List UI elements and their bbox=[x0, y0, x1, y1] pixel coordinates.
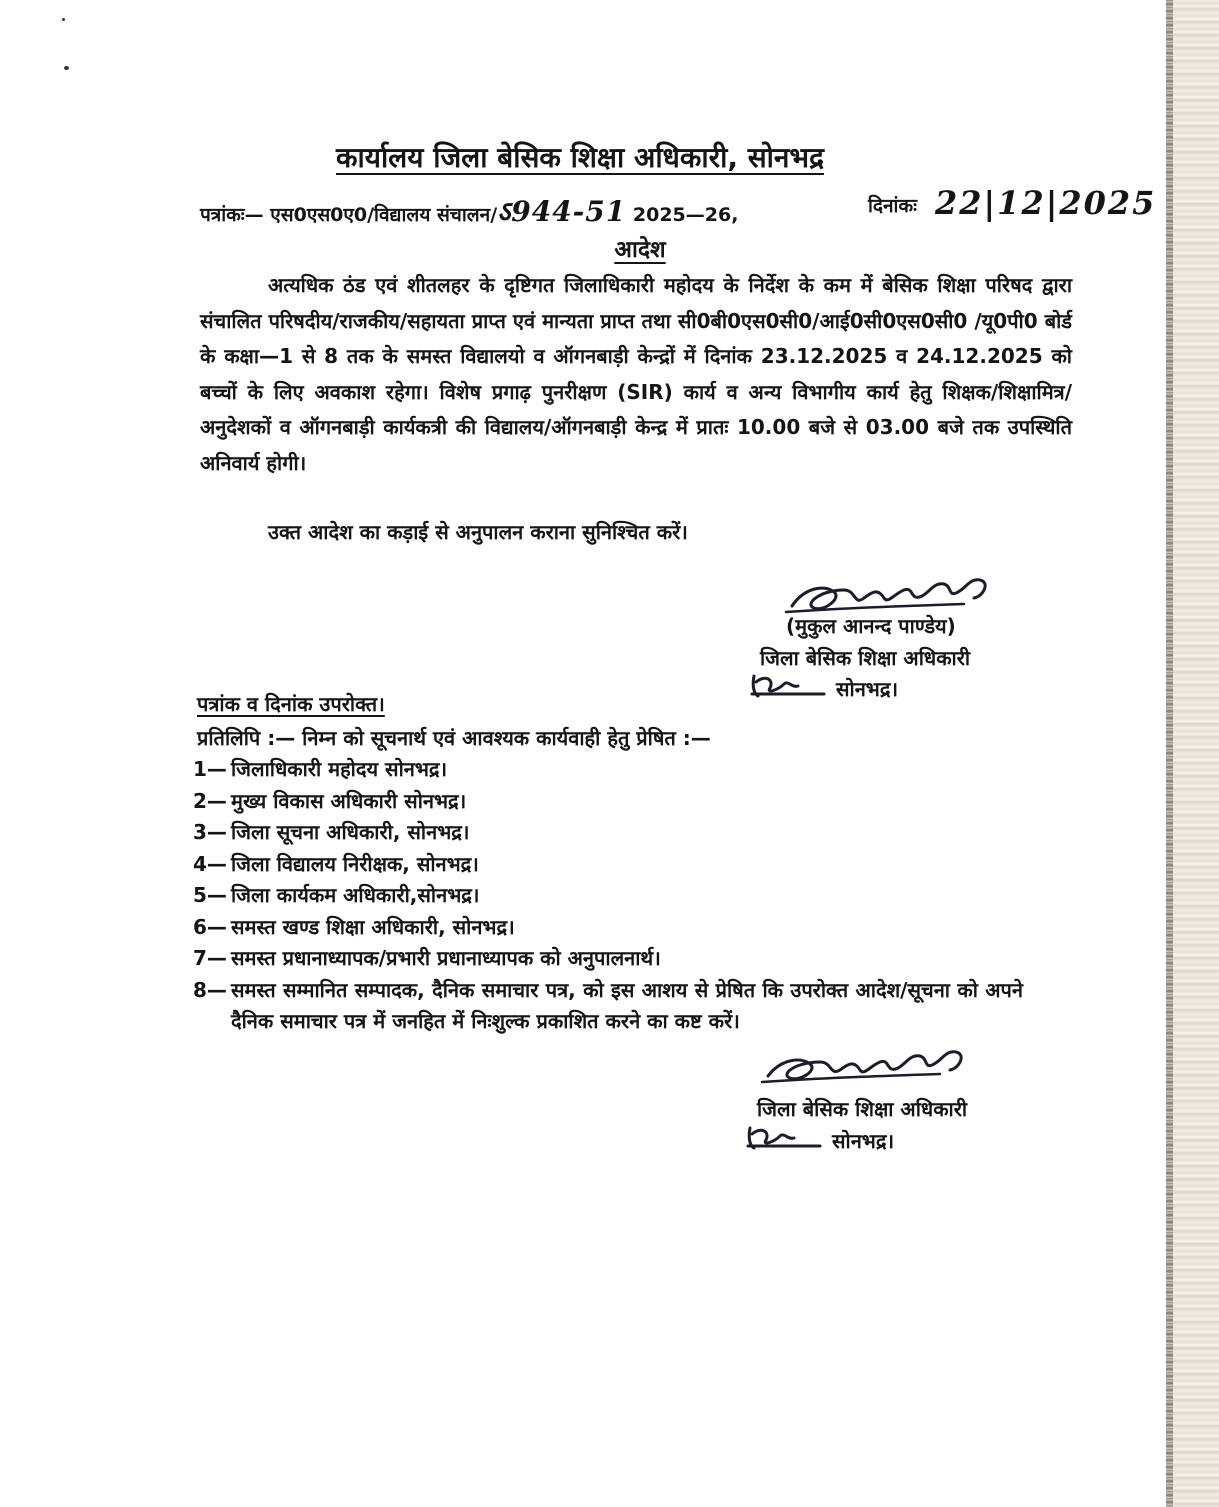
list-item bbox=[193, 943, 1023, 975]
initial-mark bbox=[744, 1122, 822, 1152]
scan-speck bbox=[62, 18, 65, 21]
reference-label: पत्रांकः— एस0एस0ए0/विद्यालय संचालन/ bbox=[200, 204, 498, 226]
reference-number bbox=[200, 192, 738, 230]
list-item-number: 1— bbox=[193, 757, 227, 781]
list-item-text: जिलाधिकारी महोदय सोनभद्र। bbox=[231, 757, 448, 781]
list-item bbox=[193, 786, 1023, 818]
date-handwritten: 22|12|2025 bbox=[935, 184, 1157, 222]
signature-image bbox=[760, 1040, 990, 1100]
list-item-number: 4— bbox=[193, 851, 227, 876]
list-item-text: समस्त खण्ड शिक्षा अधिकारी, सोनभद्र। bbox=[231, 914, 515, 939]
list-item-text: जिला सूचना अधिकारी, सोनभद्र। bbox=[231, 820, 470, 844]
scan-page-edge bbox=[1166, 0, 1219, 1507]
copy-heading: प्रतिलिपि :— निम्न को सूचनार्थ एवं आवश्यक कार्यवाही हेतु प्रेषित :— bbox=[197, 726, 711, 750]
list-item-text: समस्त सम्मानित सम्पादक, दैनिक समाचार पत्र, को इस आशय से प्रेषित कि उपरोक्त आदेश/सूचना को अपने दैनिक समाचार पत्र में जनहित में निःशुल्क प्रकाशित करने का कष्ट करें। bbox=[231, 977, 1023, 1033]
list-item-number: 5— bbox=[193, 883, 227, 907]
list-item bbox=[193, 849, 1023, 881]
copy-reference: पत्रांक व दिनांक उपरोक्त। bbox=[197, 692, 385, 716]
signatory-name: (मुकुल आनन्द पाण्डेय) bbox=[786, 614, 956, 638]
order-body: अत्यधिक ठंड एवं शीतलहर के दृष्टिगत जिलाधिकारी महोदय के निर्देश के कम में बेसिक शिक्षा परिषद द्वारा संचालित परिषदीय/राजकीय/सहायता प्राप्त एवं मान्यता प्राप्त तथा सी0बी0एस0सी0/आई0सी0एस0सी0 /यू0पी0 बोर्ड के कक्षा—1 से 8 तक के समस्त विद्यालयो व ऑगनबाड़ी केन्द्रों में दिनांक 23.12.2025 व 24.12.2025 को बच्चों के लिए अवकाश रहेगा। विशेष प्रगाढ़ पुनरीक्षण (SIR) कार्य व अन्य विभागीय कार्य हेतु शिक्षक/शिक्षामित्र/अनुदेशकों व ऑगनबाड़ी कार्यकत्री की विद्यालय/ऑगनबाड़ी केन्द्र में प्रातः 10.00 बजे से 03.00 बजे तक उपस्थिति अनिवार्य होगी। bbox=[200, 273, 1072, 475]
list-item bbox=[193, 880, 1023, 912]
list-item-number: 8— bbox=[193, 977, 227, 1002]
list-item-text: जिला कार्यकम अधिकारी,सोनभद्र। bbox=[231, 883, 480, 907]
reference-suffix: 2025—26, bbox=[632, 204, 739, 226]
list-item-text: समस्त प्रधानाध्यापक/प्रभारी प्रधानाध्यापक को अनुपालनार्थ। bbox=[231, 946, 661, 970]
list-item bbox=[193, 817, 1023, 849]
compliance-line: उक्त आदेश का कड़ाई से अनुपालन कराना सुनिश्चित करें। bbox=[268, 520, 688, 544]
signatory-place: सोनभद्र। bbox=[832, 1129, 895, 1153]
signatory-designation: जिला बेसिक शिक्षा अधिकारी bbox=[760, 646, 971, 670]
signatory-place: सोनभद्र। bbox=[836, 677, 899, 701]
list-item-number: 3— bbox=[193, 820, 227, 844]
scan-speck bbox=[64, 66, 69, 70]
list-item bbox=[193, 975, 1023, 1038]
reference-handwritten: ऽ944-51 bbox=[497, 195, 627, 228]
copy-recipient-list bbox=[193, 754, 1023, 1038]
list-item-number: 6— bbox=[193, 914, 227, 939]
initial-mark bbox=[748, 670, 826, 700]
date-label: दिनांकः bbox=[868, 195, 917, 217]
list-item bbox=[193, 912, 1023, 944]
list-item bbox=[193, 754, 1023, 786]
list-item-text: मुख्य विकास अधिकारी सोनभद्र। bbox=[231, 788, 467, 813]
signatory-designation: जिला बेसिक शिक्षा अधिकारी bbox=[757, 1097, 968, 1121]
list-item-number: 7— bbox=[193, 946, 227, 970]
list-item-number: 2— bbox=[193, 788, 227, 813]
office-title: कार्यालय जिला बेसिक शिक्षा अधिकारी, सोनभद्र bbox=[335, 141, 824, 174]
order-title: आदेश bbox=[614, 237, 666, 263]
list-item-text: जिला विद्यालय निरीक्षक, सोनभद्र। bbox=[231, 851, 479, 876]
